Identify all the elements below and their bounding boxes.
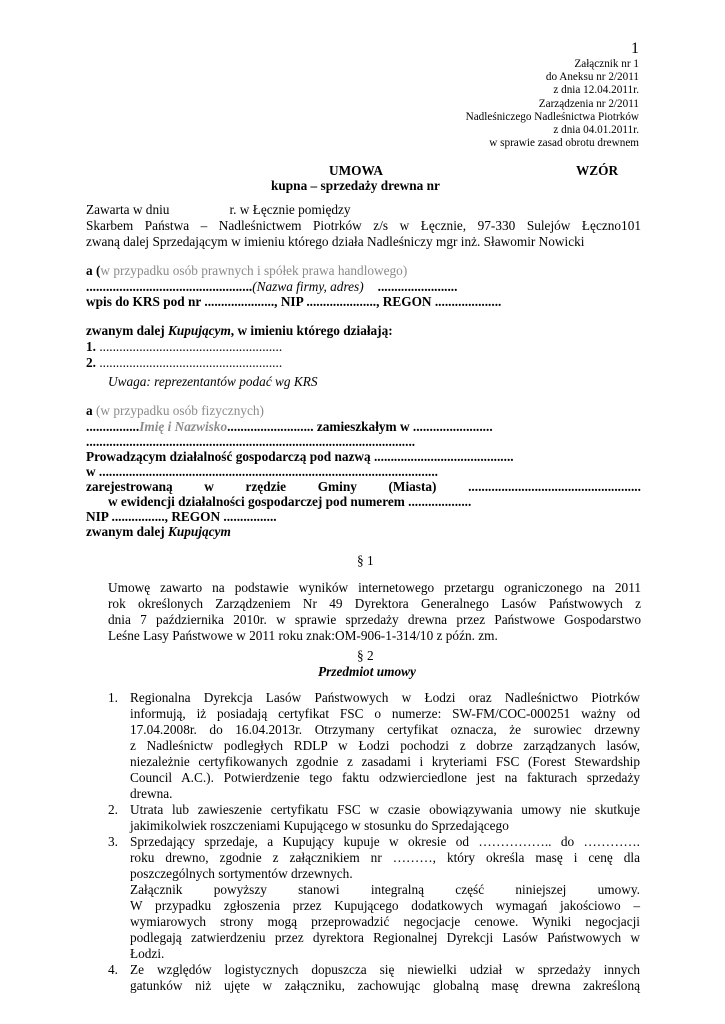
- title-subtitle: kupna – sprzedaży drewna nr: [271, 178, 440, 193]
- section2-symbol: § 2: [357, 648, 374, 663]
- representative-2: 2. .......................................................: [86, 355, 283, 370]
- list-item: Regionalna Dyrekcja Lasów Państwowych w Łodzi oraz Nadleśnictwo Piotrków informują, iż posiadają certyfikat FSC o numerze: SW-FM/COC-000251 ważny od 17.04.2008r. do 16.04.2013r. Otrzymany certyfikat oznacza, że surowiec drzewny z Nadleśnictw podległych RDLP w Łodzi pochodzi z dobrze zarządzanych lasów, niezależnie certyfikowanych zgodnie z zasadami i kryteriami FSC (Forest Stewardship Council A.C.). Potwierdzenie tego faktu odzwierciedlone jest na fakturach sprzedaży drewna.: [130, 690, 640, 801]
- intro-line1a: Zawarta w dniu: [86, 202, 170, 217]
- representatives-note: Uwaga: reprezentantów podać wg KRS: [108, 374, 318, 389]
- title-umowa: UMOWA: [329, 163, 383, 178]
- company-note-line: [86, 263, 407, 279]
- list-item: Sprzedający sprzedaje, a Kupujący kupuje w okresie od …………….. do …………. roku drewno, zgodnie z załącznikiem nr ………, który określa masę i cenę dla poszczególnych sortymentów drzewnych. Załącznik powyższy stanowi integralną część niniejszej umowy. W przypadku zgłoszenia przez Kupującego dodatkowych wymagań jakościowo – wymiarowych strony mogą przeprowadzić negocjacje cenowe. Wyniki negocjacji podlegają zatwierdzeniu przez dyrektora Regionalnej Dyrekcji Lasów Państwowych w Łodzi.: [130, 834, 640, 961]
- list-item: Utrata lub zawieszenie certyfikatu FSC w czasie obowiązywania umowy nie skutkuje jakimikolwiek roszczeniami Kupującego w stosunku do Sprzedającego: [130, 802, 640, 833]
- page-number: 1: [631, 40, 639, 57]
- item-number: 1.: [108, 690, 118, 705]
- header-line: w sprawie zasad obrotu drewnem: [489, 137, 639, 150]
- person-business-line: Prowadzącym działalność gospodarczą pod nazwą ..........................................: [86, 449, 514, 464]
- company-krs-line: wpis do KRS pod nr ....................., NIP ....................., REGON ....................: [86, 294, 502, 309]
- section2-heading: Przedmiot umowy: [318, 664, 416, 679]
- intro-date-line: [86, 202, 351, 218]
- section1-symbol: § 1: [357, 553, 374, 568]
- person-name-hint: Imię i Nazwisko: [139, 419, 228, 434]
- person-name-line: ................Imię i Nazwisko.......................... zamieszkałym w ........................: [86, 419, 493, 434]
- intro-seller-line: Skarbem Państwa – Nadleśnictwem Piotrków z/s w Łęcznie, 97-330 Sulejów Łęczno101: [86, 218, 641, 233]
- person-registration-line: zarejestrowaną w rzędzie Gminy (Miasta) ....................................................: [86, 479, 641, 494]
- attachment-header: [466, 58, 639, 150]
- item-number: 2.: [108, 802, 118, 817]
- company-a-label: a (: [86, 263, 101, 278]
- list-item: Ze względów logistycznych dopuszcza się niewielki udział w sprzedaży innych gatunków niż ujęte w załączniku, zachowując globalną masę drewna zakreśloną: [130, 962, 640, 993]
- person-nip-line: NIP ................, REGON ................: [86, 509, 277, 524]
- title-wzor: WZÓR: [576, 163, 619, 178]
- person-note-line: a (w przypadku osób fizycznych): [86, 403, 264, 418]
- header-line: Nadleśniczego Nadleśnictwa Piotrków: [465, 110, 639, 123]
- header-line: do Aneksu nr 2/2011: [545, 71, 639, 84]
- representatives-header: zwanym dalej Kupującym, w imieniu którego działają:: [86, 323, 393, 338]
- company-name-hint: (Nazwa firmy, adres): [252, 279, 364, 294]
- intro-line1b: r. w Łęcznie pomiędzy: [229, 202, 351, 217]
- person-w-line: w ......................................................................................................: [86, 464, 438, 479]
- intro-seller-rep-line: zwaną dalej Sprzedającym w imieniu którego działa Nadleśniczy mgr inż. Sławomir Nowicki: [86, 234, 585, 249]
- person-address-line: ...................................................................................................: [86, 434, 416, 449]
- representative-1: 1. .......................................................: [86, 339, 283, 354]
- header-line: Zarządzenia nr 2/2011: [538, 97, 639, 110]
- company-note: w przypadku osób prawnych i spółek prawa handlowego): [100, 263, 408, 278]
- header-line: z dnia 12.04.2011r.: [553, 84, 639, 97]
- company-name-line: ..................................................(Nazwa firmy, adres) ........................: [86, 279, 458, 294]
- section1-text: Umowę zawarto na podstawie wyników internetowego przetargu ograniczonego na 2011 rok określonych Zarządzeniem Nr 49 Dyrektora Generalnego Lasów Państwowych z dnia 7 października 2010r. w sprawie sprzedaży drewna przez Państwowe Gospodarstwo Leśne Lasy Państwowe w 2011 roku znak:OM-906-1-314/10 z późn. zm.: [108, 580, 641, 643]
- person-note: (w przypadku osób fizycznych): [95, 403, 264, 418]
- header-line: Załącznik nr 1: [574, 58, 639, 70]
- person-evidence-line: w ewidencji działalności gospodarczej pod numerem ...................: [108, 494, 472, 509]
- header-line: z dnia 04.01.2011r.: [553, 124, 639, 137]
- item-number: 4.: [108, 962, 118, 977]
- person-called-line: zwanym dalej Kupującym: [86, 524, 231, 539]
- item-number: 3.: [108, 834, 118, 849]
